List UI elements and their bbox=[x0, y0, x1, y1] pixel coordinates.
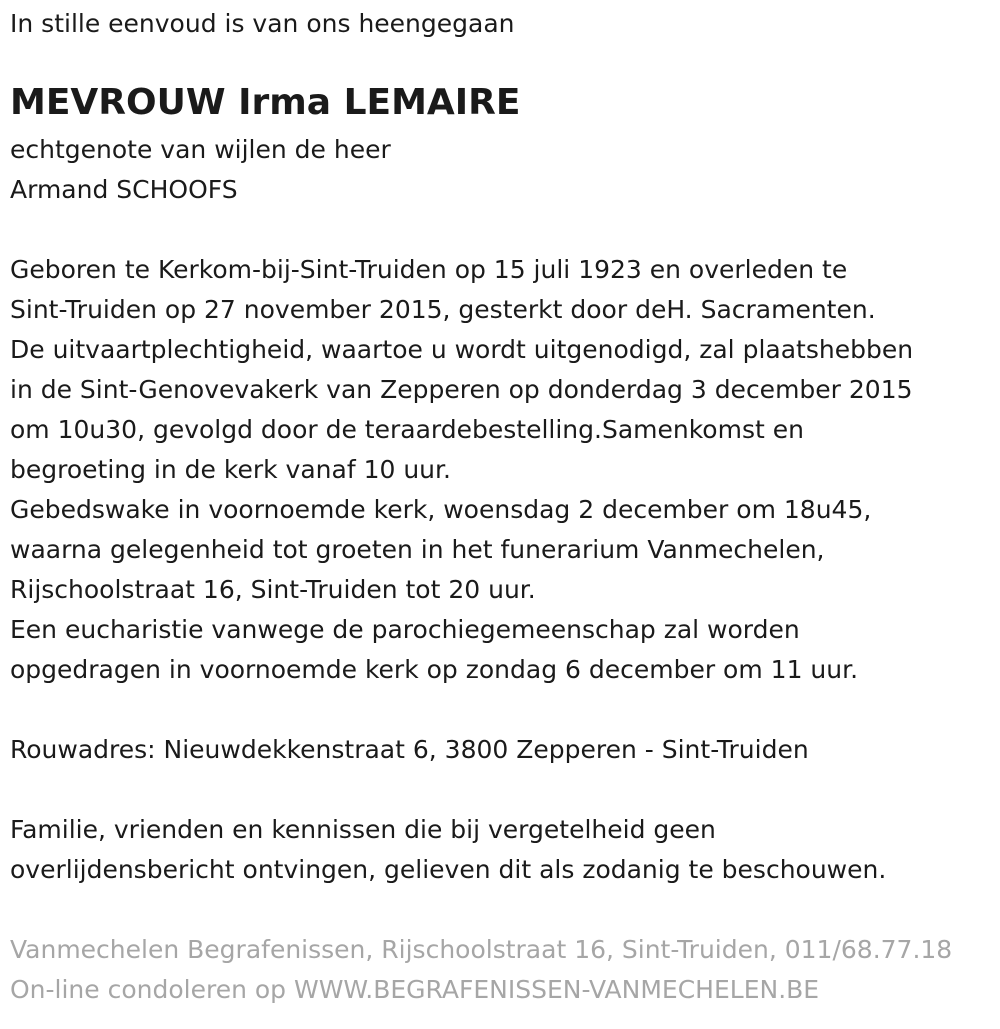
relation-line: echtgenote van wijlen de heer bbox=[10, 135, 391, 164]
body-line: Rijschoolstraat 16, Sint-Truiden tot 20 uur. bbox=[10, 575, 536, 604]
spacer bbox=[10, 770, 995, 810]
deceased-name: MEVROUW Irma LEMAIRE bbox=[10, 82, 521, 123]
spacer bbox=[10, 210, 995, 250]
mourning-address: Rouwadres: Nieuwdekkenstraat 6, 3800 Zepperen - Sint-Truiden bbox=[10, 735, 809, 764]
body-line: Sint-Truiden op 27 november 2015, gesterkt door deH. Sacramenten. bbox=[10, 295, 876, 324]
body-line: Geboren te Kerkom-bij-Sint-Truiden op 15 juli 1923 en overleden te bbox=[10, 255, 848, 284]
body-line: Gebedswake in voornoemde kerk, woensdag 2 december om 18u45, bbox=[10, 495, 872, 524]
spouse-name: Armand SCHOOFS bbox=[10, 175, 238, 204]
body-line: in de Sint-Genovevakerk van Zepperen op donderdag 3 december 2015 bbox=[10, 375, 913, 404]
body-line: waarna gelegenheid tot groeten in het funerarium Vanmechelen, bbox=[10, 535, 825, 564]
body-line: om 10u30, gevolgd door de teraardebestelling.Samenkomst en bbox=[10, 415, 804, 444]
notice-line: overlijdensbericht ontvingen, gelieven dit als zodanig te beschouwen. bbox=[10, 855, 887, 884]
spacer bbox=[10, 890, 995, 930]
body-line: begroeting in de kerk vanaf 10 uur. bbox=[10, 455, 451, 484]
body-line: opgedragen in voornoemde kerk op zondag 6 december om 11 uur. bbox=[10, 655, 859, 684]
funeral-home-info: Vanmechelen Begrafenissen, Rijschoolstraat 16, Sint-Truiden, 011/68.77.18 bbox=[10, 935, 953, 964]
intro-text: In stille eenvoud is van ons heengegaan bbox=[10, 9, 515, 38]
footer bbox=[10, 930, 995, 1010]
death-notice bbox=[10, 6, 995, 1010]
body-line: Een eucharistie vanwege de parochiegemeenschap zal worden bbox=[10, 615, 800, 644]
condolence-link[interactable]: On-line condoleren op WWW.BEGRAFENISSEN-VANMECHELEN.BE bbox=[10, 975, 820, 1004]
notice-line: Familie, vrienden en kennissen die bij vergetelheid geen bbox=[10, 815, 716, 844]
body-line: De uitvaartplechtigheid, waartoe u wordt uitgenodigd, zal plaatshebben bbox=[10, 335, 914, 364]
spacer bbox=[10, 690, 995, 730]
notice-body bbox=[10, 250, 995, 690]
